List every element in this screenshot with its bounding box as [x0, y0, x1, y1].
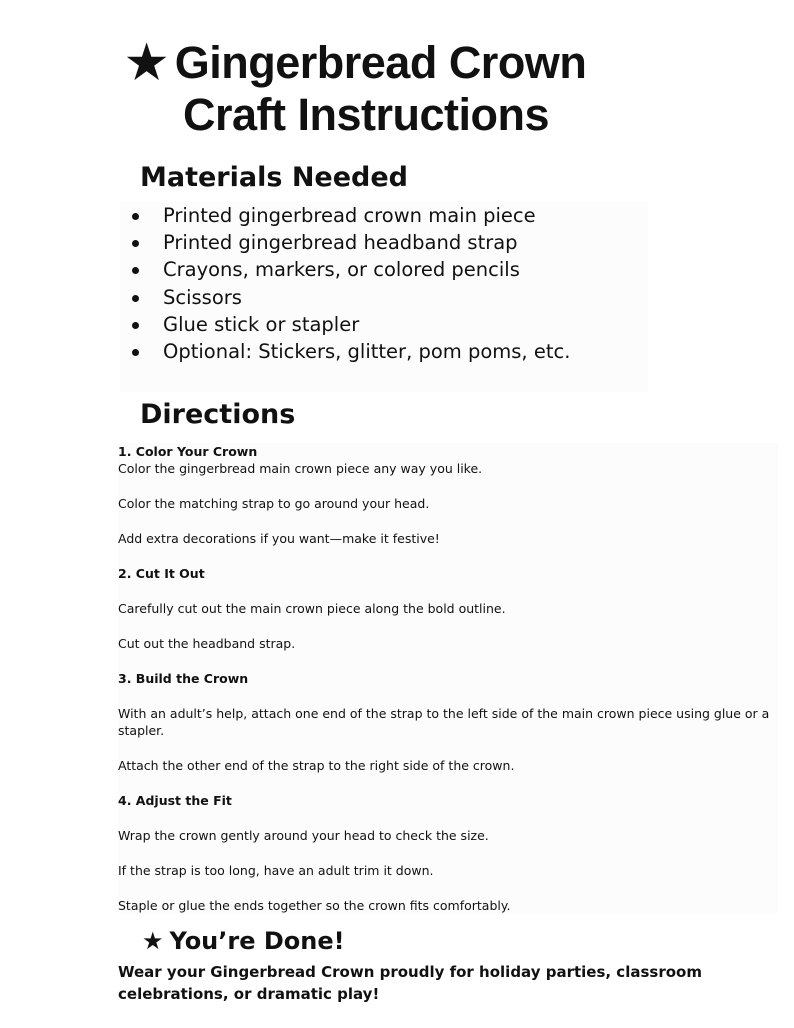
step-1-paragraph-2: Color the matching strap to go around your head. [118, 496, 430, 511]
step-2-paragraph-1: Carefully cut out the main crown piece along the bold outline. [118, 601, 506, 616]
list-item: Printed gingerbread headband strap [132, 229, 570, 256]
step-3-title: 3. Build the Crown [118, 671, 249, 686]
step-1-title: 1. Color Your Crown [118, 444, 258, 459]
star-icon: ★ [142, 927, 164, 955]
list-item: Glue stick or stapler [132, 311, 570, 338]
list-item: Crayons, markers, or colored pencils [132, 256, 570, 283]
list-item: Printed gingerbread crown main piece [132, 202, 570, 229]
title-line-1-text: Gingerbread Crown [174, 37, 587, 88]
star-icon: ★ [126, 36, 167, 88]
materials-section [120, 202, 648, 392]
list-item: Optional: Stickers, glitter, pom poms, etc. [132, 338, 570, 365]
step-2-paragraph-2: Cut out the headband strap. [118, 636, 296, 651]
closing-text: Wear your Gingerbread Crown proudly for holiday parties, classroom celebrations, or dramatic play! [118, 963, 702, 1003]
step-2-title: 2. Cut It Out [118, 566, 205, 581]
done-heading [142, 927, 345, 955]
step-4-title: 4. Adjust the Fit [118, 793, 232, 808]
materials-heading: Materials Needed [140, 162, 409, 193]
page-title [126, 36, 686, 141]
step-1-paragraph-1: Color the gingerbread main crown piece any way you like. [118, 461, 483, 476]
list-item: Scissors [132, 284, 570, 311]
directions-section [118, 443, 778, 914]
title-line-1 [126, 36, 686, 89]
done-heading-text: You’re Done! [169, 927, 345, 955]
step-3-paragraph-1: With an adult’s help, attach one end of the strap to the left side of the main crown piece using glue or a stapler. [118, 706, 770, 738]
directions-heading: Directions [140, 399, 296, 430]
step-3-paragraph-2: Attach the other end of the strap to the right side of the crown. [118, 758, 515, 773]
title-line-2: Craft Instructions [183, 89, 550, 140]
step-4-paragraph-2: If the strap is too long, have an adult trim it down. [118, 863, 434, 878]
step-1-paragraph-3: Add extra decorations if you want—make it festive! [118, 531, 440, 546]
step-4-paragraph-3: Staple or glue the ends together so the crown fits comfortably. [118, 898, 511, 913]
step-4-paragraph-1: Wrap the crown gently around your head to check the size. [118, 828, 489, 843]
materials-list [132, 202, 570, 365]
